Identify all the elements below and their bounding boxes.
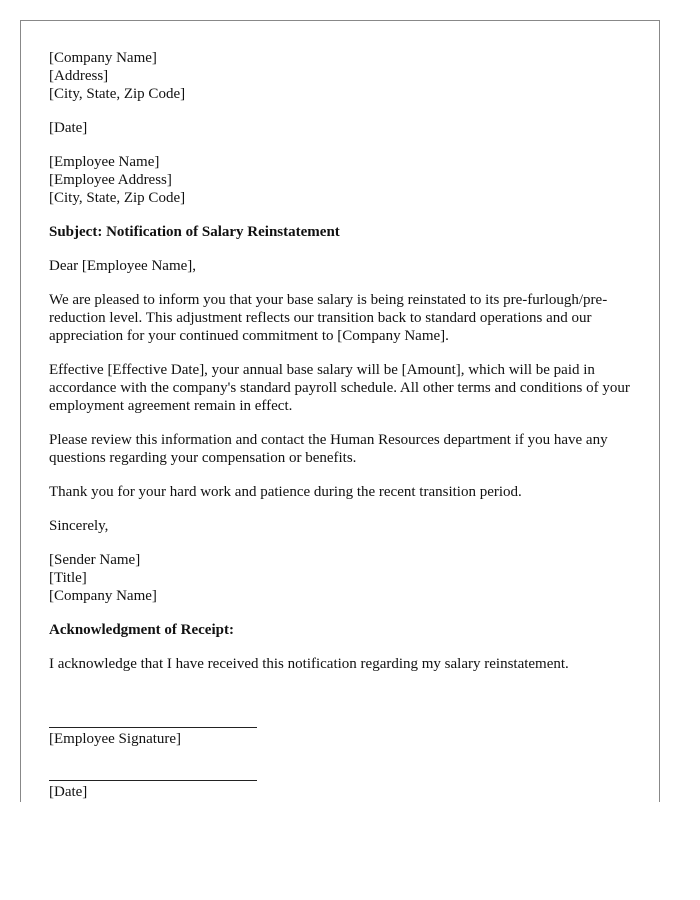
acknowledgment-heading: Acknowledgment of Receipt: <box>49 622 234 638</box>
body-paragraph-1: We are pleased to inform you that your base salary is being reinstated to its pre-furlough/pre-reduction level. This adjustment reflects our transition back to standard operations and our appreciation for your continued commitment to [Company Name]. <box>49 292 608 344</box>
sender-name: [Sender Name] <box>49 552 141 568</box>
signature-block <box>49 551 639 605</box>
recipient-address-block <box>49 153 639 207</box>
employee-signature-field <box>49 727 639 748</box>
letter-page <box>20 20 660 802</box>
date-signature-label: [Date] <box>49 784 88 800</box>
acknowledgment-statement: I acknowledge that I have received this notification regarding my salary reinstatement. <box>49 656 569 672</box>
employee-signature-label: [Employee Signature] <box>49 731 182 747</box>
date-block <box>49 119 639 137</box>
sender-city: [City, State, Zip Code] <box>49 86 186 102</box>
recipient-name: [Employee Name] <box>49 154 160 170</box>
date-signature-line <box>49 780 257 781</box>
body-paragraph-4: Thank you for your hard work and patience during the recent transition period. <box>49 484 522 500</box>
date-signature-field <box>49 780 639 801</box>
sender-address: [Address] <box>49 68 109 84</box>
letter-date: [Date] <box>49 120 88 136</box>
sender-address-block <box>49 49 639 103</box>
recipient-address: [Employee Address] <box>49 172 172 188</box>
closing: Sincerely, <box>49 518 109 534</box>
body-paragraph-3: Please review this information and contact the Human Resources department if you have any questions regarding your compensation or benefits. <box>49 432 608 466</box>
employee-signature-line <box>49 727 257 728</box>
letter-content <box>49 49 639 801</box>
sender-company-signature: [Company Name] <box>49 588 157 604</box>
recipient-city: [City, State, Zip Code] <box>49 190 186 206</box>
subject-line: Subject: Notification of Salary Reinstatement <box>49 224 340 240</box>
salutation: Dear [Employee Name], <box>49 258 197 274</box>
body-paragraph-2: Effective [Effective Date], your annual base salary will be [Amount], which will be paid in accordance with the company's standard payroll schedule. All other terms and conditions of your employment agreement remain in effect. <box>49 362 630 414</box>
sender-company: [Company Name] <box>49 50 157 66</box>
sender-title: [Title] <box>49 570 87 586</box>
